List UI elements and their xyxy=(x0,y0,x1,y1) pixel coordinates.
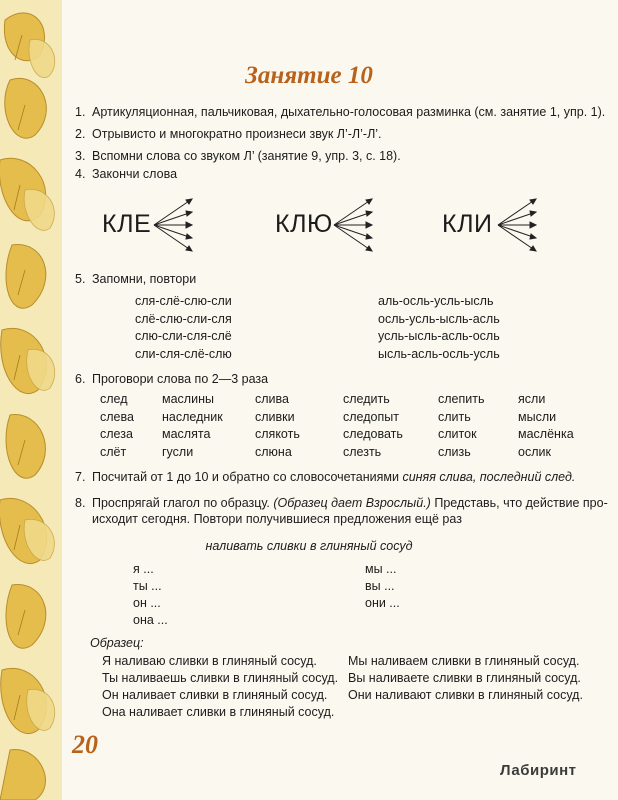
sample-sentence: Она наливает сливки в глиняный сосуд. xyxy=(102,705,335,719)
labirint-logo: Лабиринт xyxy=(500,762,577,779)
sample-column-left xyxy=(102,653,338,721)
sample-sentence: Они наливают сливки в глиняный сосуд. xyxy=(348,688,583,702)
exercise-number: 1. xyxy=(75,105,86,119)
exercise-number: 4. xyxy=(75,167,86,181)
syllable-klyu: КЛЮ xyxy=(275,210,333,238)
exercise-text-italic: (Образец дает Взрослый.) xyxy=(273,496,431,510)
pronoun: ты ... xyxy=(133,579,162,593)
exercise-text: Запомни, повтори xyxy=(92,272,197,286)
sample-sentence: Он наливает сливки в глиняный сосуд. xyxy=(102,688,328,702)
exercise-1 xyxy=(75,104,605,120)
word: слезть xyxy=(343,444,382,459)
word: ослик xyxy=(518,444,551,459)
word: слякоть xyxy=(255,427,300,441)
word: слюна xyxy=(255,444,292,459)
pronoun: вы ... xyxy=(365,579,395,593)
exercise-text: Закончи слова xyxy=(92,167,178,181)
exercise-3 xyxy=(75,148,401,164)
syllable-kle: КЛЕ xyxy=(102,210,152,238)
sample-column-right xyxy=(348,653,583,704)
word: маслята xyxy=(162,427,211,441)
word: следить xyxy=(343,392,390,406)
word: слеза xyxy=(100,427,133,441)
exercise-6 xyxy=(75,371,268,387)
exercise-number: 2. xyxy=(75,127,86,141)
exercise-number: 7. xyxy=(75,470,86,484)
arrows-fan-icon xyxy=(152,196,196,254)
word-column xyxy=(100,391,134,461)
word: мысли xyxy=(518,409,557,424)
syllable-column-left xyxy=(135,293,232,363)
word-column xyxy=(438,391,484,461)
arrows-fan-icon xyxy=(496,196,540,254)
exercise-4 xyxy=(75,166,177,182)
verb-phrase: наливать сливки в глиняный сосуд xyxy=(205,539,413,553)
word: слизь xyxy=(438,444,471,459)
word: слиток xyxy=(438,427,477,441)
word: следопыт xyxy=(343,409,399,424)
word: слепить xyxy=(438,392,485,406)
syllable-row: сли-сля-слё-слю xyxy=(135,346,232,361)
exercise-7 xyxy=(75,469,575,485)
word: маслёнка xyxy=(518,427,574,441)
word-column xyxy=(255,391,300,461)
exercise-text: Отрывисто и многократно произнеси звук Л’-Л’-Л’. xyxy=(92,127,382,141)
syllable-row: аль-осль-усль-ысль xyxy=(378,294,494,308)
exercise-number: 3. xyxy=(75,149,86,163)
syllable-row: слё-слю-сли-сля xyxy=(135,311,232,326)
word: сливки xyxy=(255,409,295,424)
word: слива xyxy=(255,392,289,406)
word: слить xyxy=(438,409,471,424)
sample-label: Образец: xyxy=(90,636,144,650)
word: маслины xyxy=(162,392,214,406)
sample-sentence: Вы наливаете сливки в глиняный сосуд. xyxy=(348,671,581,685)
word: гусли xyxy=(162,444,194,459)
syllable-row: сля-слё-слю-сли xyxy=(135,294,232,308)
exercise-2 xyxy=(75,126,382,142)
exercise-8 xyxy=(75,495,608,511)
syllable-row: усль-ысль-асль-осль xyxy=(378,329,500,343)
sample-sentence: Мы наливаем сливки в глиняный сосуд. xyxy=(348,654,580,668)
sample-sentence: Ты наливаешь сливки в глиняный сосуд. xyxy=(102,671,339,685)
word: слева xyxy=(100,409,134,424)
arrows-fan-icon xyxy=(332,196,376,254)
exercise-text-italic: синяя слива, последний след. xyxy=(402,470,576,484)
exercise-text: Проспрягай глагол по образцу. xyxy=(92,496,270,510)
pronoun: мы ... xyxy=(365,562,397,576)
word-column xyxy=(343,391,403,461)
word: след xyxy=(100,392,128,406)
exercise-text: Представь, что действие про- xyxy=(434,496,608,510)
pronoun: я ... xyxy=(133,562,154,576)
syllable-column-right xyxy=(378,293,500,363)
pronoun: он ... xyxy=(133,596,161,610)
page-title: Занятие 10 xyxy=(245,62,373,89)
word: слёт xyxy=(100,444,127,459)
page-number: 20 xyxy=(72,730,98,759)
syllable-kli: КЛИ xyxy=(442,210,493,238)
syllable-row: ысль-асль-осль-усль xyxy=(378,346,500,361)
word: следовать xyxy=(343,427,403,441)
exercise-5 xyxy=(75,271,196,287)
pronoun: они ... xyxy=(365,596,400,610)
exercise-8-line-2 xyxy=(75,511,462,527)
sample-sentence: Я наливаю сливки в глиняный сосуд. xyxy=(102,654,317,668)
syllable-row: осль-усль-ысль-асль xyxy=(378,311,500,326)
syllable-row: слю-сли-сля-слё xyxy=(135,329,232,343)
pronoun-column-left xyxy=(133,561,168,629)
exercise-number: 8. xyxy=(75,496,86,510)
pronoun-column-right xyxy=(365,561,400,612)
exercise-number: 6. xyxy=(75,372,86,386)
leaf-border-decoration xyxy=(0,0,62,800)
exercise-text: Артикуляционная, пальчиковая, дыхательно-голосовая разминка (см. занятие 1, упр. 1). xyxy=(92,105,606,119)
pronoun: она ... xyxy=(133,613,168,627)
word: наследник xyxy=(162,409,223,424)
exercise-text: Проговори слова по 2—3 раза xyxy=(92,372,269,386)
exercise-number: 5. xyxy=(75,272,86,286)
word: ясли xyxy=(518,392,546,406)
exercise-text: Вспомни слова со звуком Л’ (занятие 9, упр. 3, с. 18). xyxy=(92,149,401,163)
word-column xyxy=(162,391,223,461)
exercise-text: исходит сегодня. Повтори получившиеся предложения ещё раз xyxy=(92,512,462,526)
word-column xyxy=(518,391,574,461)
exercise-text: Посчитай от 1 до 10 и обратно со словосочетаниями xyxy=(92,470,399,484)
